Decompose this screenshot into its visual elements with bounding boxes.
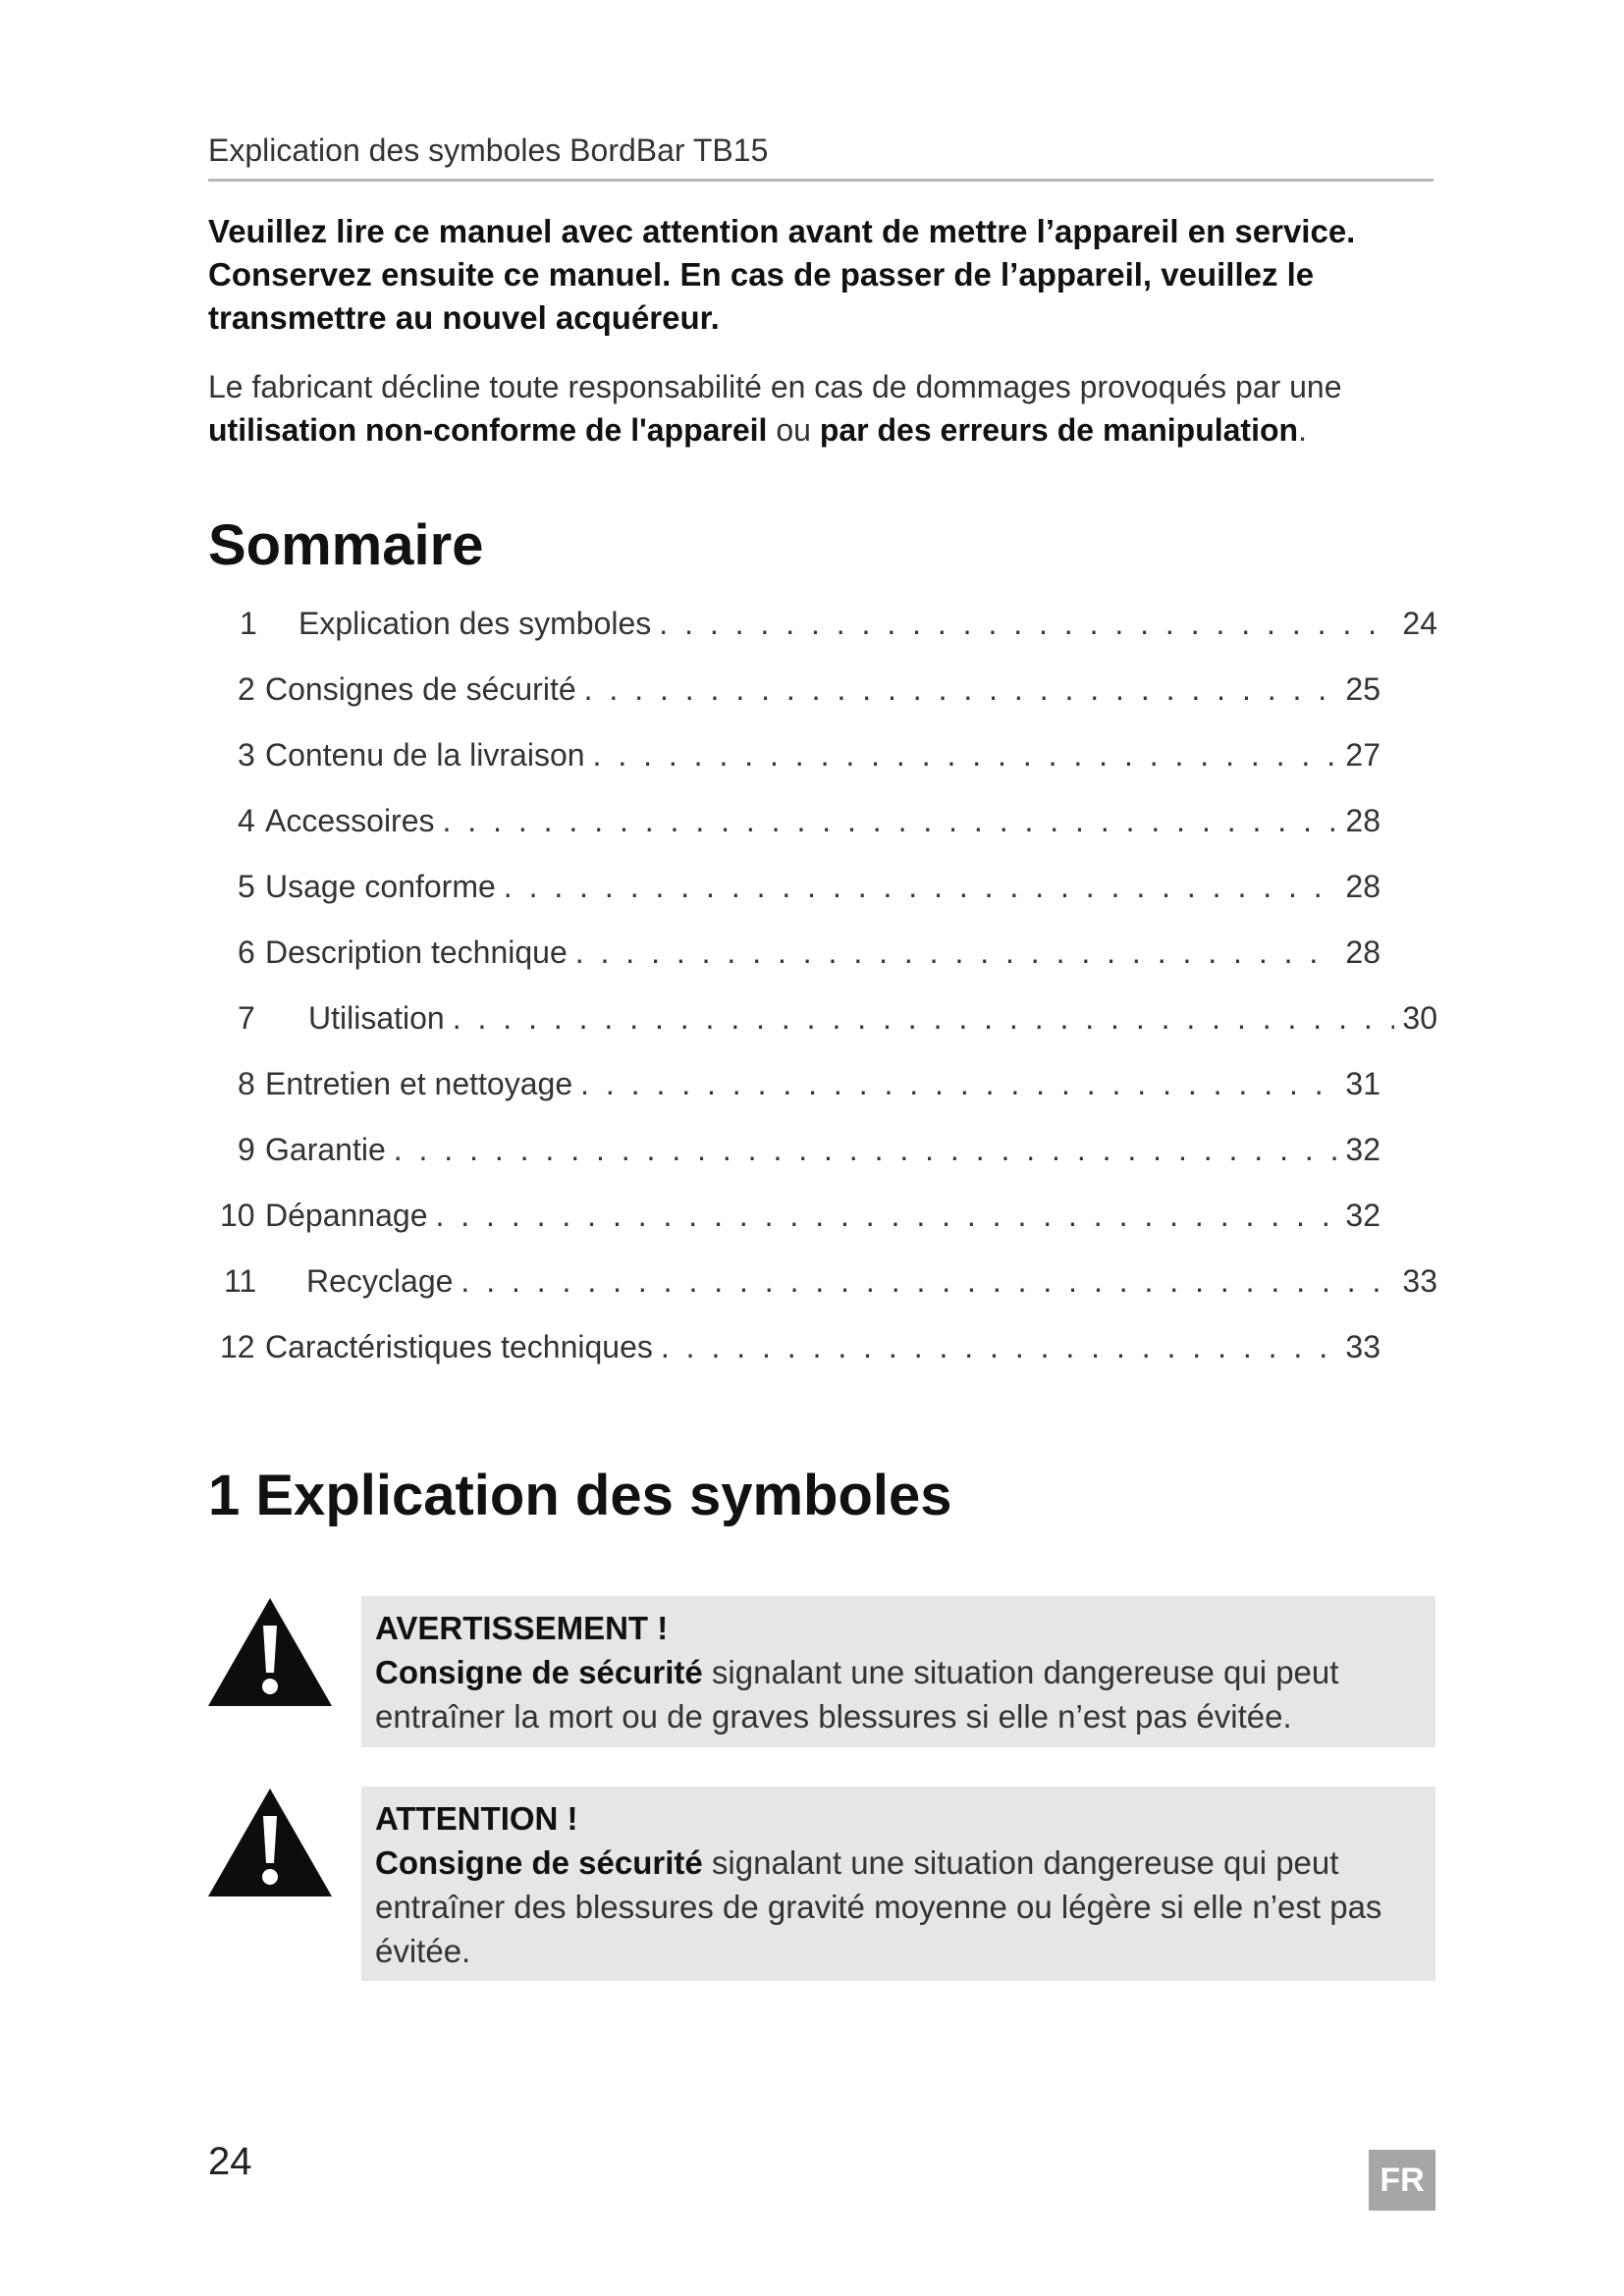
toc-entry[interactable]	[238, 934, 1380, 984]
caution-text: signalant une situation dangereuse qui peut entraîner des blessures de gravité moyenne ou légère si elle n’est pas évitée.	[375, 1844, 1382, 1969]
toc-entry-label: Consignes de sécurité	[265, 671, 576, 707]
disclaimer-emphasis: par des erreurs de manipulation	[819, 412, 1299, 448]
toc-leader-dots	[453, 1000, 1395, 1037]
warning-heading: AVERTISSEMENT !	[375, 1610, 669, 1646]
toc-entry-number: 3	[238, 737, 255, 773]
toc-leader-dots	[394, 1132, 1338, 1168]
toc-entry-page: 32	[1345, 1198, 1380, 1233]
toc-entry-page: 30	[1402, 1000, 1437, 1036]
toc-entry-page: 33	[1402, 1263, 1437, 1299]
toc-leader-dots	[435, 1198, 1337, 1234]
toc-entry-label: Explication des symboles	[298, 606, 652, 641]
running-header: Explication des symboles BordBar TB15	[208, 133, 1434, 182]
toc-leader-dots	[580, 1066, 1337, 1102]
toc-entry[interactable]	[238, 1132, 1380, 1181]
toc-leader-dots	[575, 934, 1338, 971]
toc-leader-dots	[593, 737, 1338, 774]
toc-entry-page: 27	[1345, 737, 1380, 773]
toc-entry-number: 7	[238, 1000, 255, 1036]
toc-entry-number: 8	[238, 1066, 255, 1101]
language-badge: FR	[1369, 2150, 1435, 2211]
toc-entry-label: Caractéristiques techniques	[265, 1329, 653, 1364]
disclaimer-emphasis: utilisation non-conforme de l'appareil	[208, 412, 768, 448]
toc-entry-page: 28	[1345, 869, 1380, 904]
toc-entry-page: 28	[1345, 803, 1380, 838]
read-manual-notice: Veuillez lire ce manuel avec attention avant de mettre l’appareil en service. Conservez ensuite ce manuel. En cas de passer de l’appareil, veuillez le transmettre au nouvel acquéreur.	[208, 213, 1356, 336]
toc-entry-label: Usage conforme	[265, 869, 496, 904]
page-number: 24	[208, 2140, 252, 2183]
toc-leader-dots	[443, 803, 1338, 839]
toc-leader-dots	[584, 671, 1338, 708]
toc-entry-page: 25	[1345, 671, 1380, 707]
toc-entry[interactable]	[238, 1066, 1380, 1115]
toc-entry-number: 6	[238, 934, 255, 970]
warning-notice	[361, 1596, 1435, 1747]
toc-leader-dots	[659, 606, 1394, 642]
toc-entry-label: Entretien et nettoyage	[265, 1066, 573, 1101]
toc-entry-label: Utilisation	[308, 1000, 445, 1036]
toc-entry[interactable]	[238, 671, 1380, 721]
toc-leader-dots	[661, 1329, 1338, 1365]
toc-entry[interactable]	[238, 869, 1380, 918]
toc-entry[interactable]	[240, 606, 1437, 655]
toc-title: Sommaire	[208, 513, 484, 577]
toc-entry[interactable]	[224, 1263, 1437, 1312]
toc-entry-number: 10	[220, 1198, 255, 1233]
toc-leader-dots	[460, 1263, 1394, 1300]
toc-entry-label: Contenu de la livraison	[265, 737, 585, 773]
toc-entry-label: Dépannage	[265, 1198, 428, 1233]
toc-entry-number: 11	[224, 1263, 257, 1299]
toc-entry-page: 32	[1345, 1132, 1380, 1167]
caution-notice	[361, 1787, 1435, 1981]
toc-leader-dots	[504, 869, 1338, 905]
toc-entry-page: 31	[1345, 1066, 1380, 1101]
toc-entry-number: 2	[238, 671, 255, 707]
toc-entry-page: 33	[1345, 1329, 1380, 1364]
caution-heading: ATTENTION !	[375, 1800, 578, 1837]
toc-entry[interactable]	[238, 1000, 1437, 1049]
toc-entry-number: 4	[238, 803, 255, 838]
toc-entry[interactable]	[220, 1329, 1380, 1378]
disclaimer-text: Le fabricant décline toute responsabilité en cas de dommages provoqués par une	[208, 369, 1342, 404]
warning-triangle-icon	[206, 1596, 334, 1708]
toc-entry-number: 1	[240, 606, 257, 641]
toc-entry[interactable]	[220, 1198, 1380, 1247]
toc-entry[interactable]	[238, 737, 1380, 786]
toc-entry-page: 24	[1402, 606, 1437, 641]
toc-entry-label: Garantie	[265, 1132, 386, 1167]
toc-entry-label: Description technique	[265, 934, 568, 970]
toc-entry-number: 12	[220, 1329, 255, 1364]
caution-body	[375, 1841, 1422, 1973]
disclaimer-text: ou	[767, 412, 820, 448]
warning-text: signalant une situation dangereuse qui peut entraîner la mort ou de graves blessures si elle n’est pas évitée.	[375, 1654, 1339, 1735]
toc-entry-page: 28	[1345, 934, 1380, 970]
toc-entry-number: 9	[238, 1132, 255, 1167]
disclaimer-text: .	[1298, 412, 1307, 448]
toc-entry[interactable]	[238, 803, 1380, 852]
section-title: 1 Explication des symboles	[208, 1464, 952, 1527]
caution-lead: Consigne de sécurité	[375, 1844, 703, 1881]
caution-triangle-icon	[206, 1787, 334, 1898]
toc-entry-label: Accessoires	[265, 803, 435, 838]
warning-body	[375, 1650, 1422, 1738]
toc-entry-number: 5	[238, 869, 255, 904]
warning-lead: Consigne de sécurité	[375, 1654, 703, 1690]
toc-entry-label: Recyclage	[306, 1263, 454, 1299]
liability-disclaimer	[208, 365, 1445, 452]
